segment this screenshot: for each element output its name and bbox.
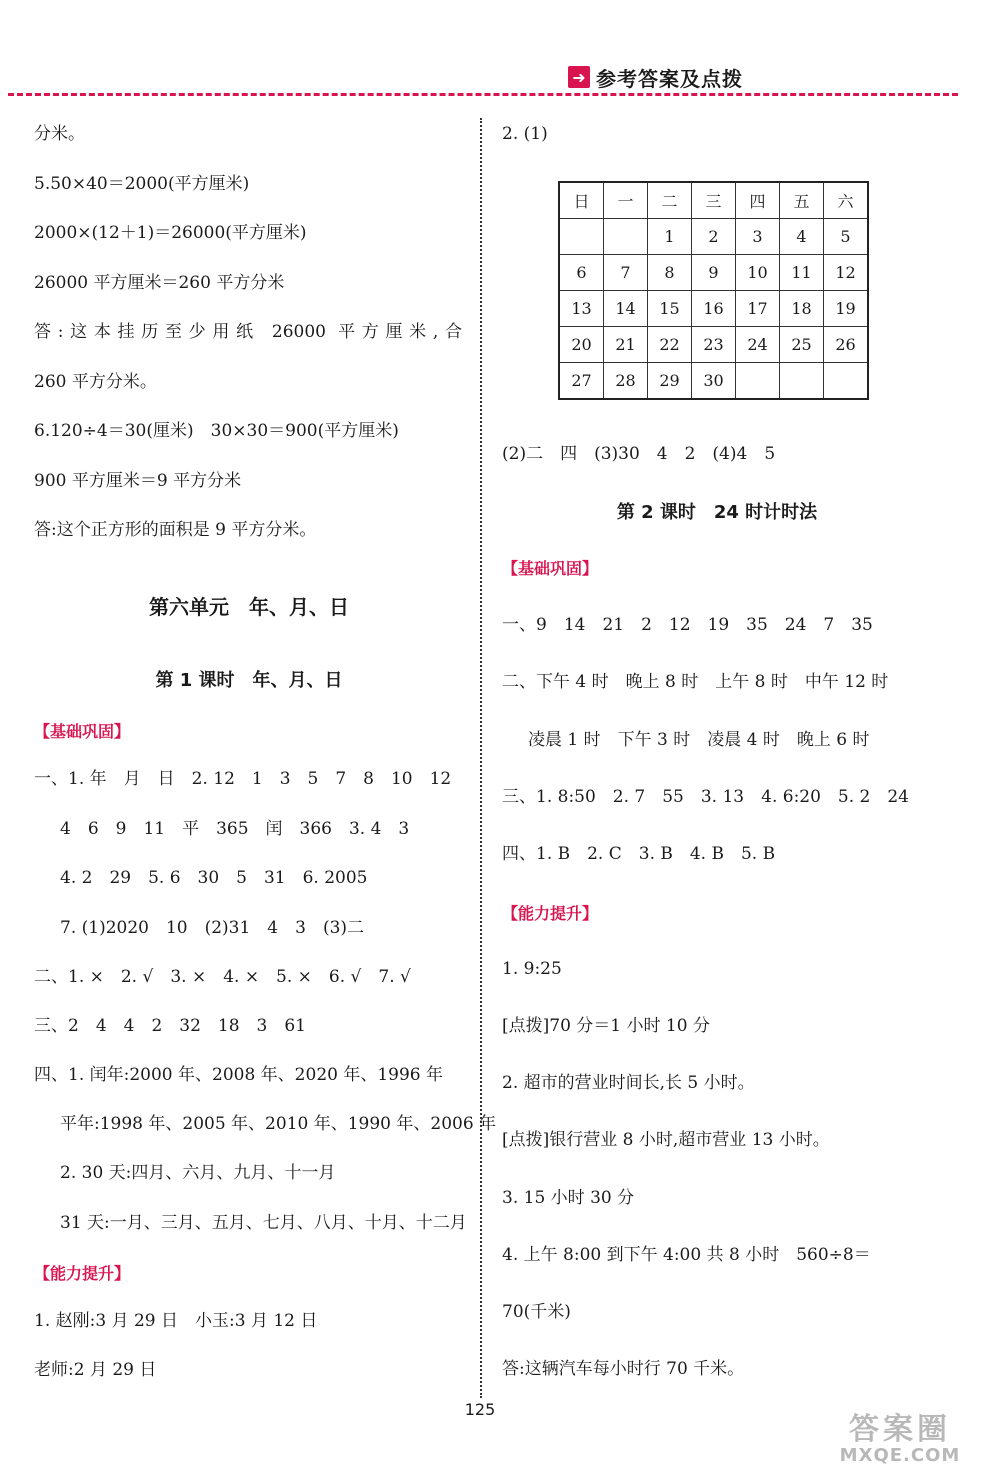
calendar-day [559,219,604,255]
calendar-week-row [559,327,868,363]
text-line: 5.50×40＝2000(平方厘米) [34,174,250,194]
calendar-weekday: 一 [604,182,648,219]
text-line: 3. 15 小时 30 分 [502,1188,635,1208]
text-line: 4 6 9 11 平 365 闰 366 3. 4 3 [60,819,410,839]
calendar-weekday: 三 [692,182,736,219]
watermark-logo [810,1410,990,1470]
calendar-weekday: 二 [648,182,692,219]
calendar-day: 16 [692,291,736,327]
text-line: [点拨]银行营业 8 小时,超市营业 13 小时。 [502,1130,830,1150]
header-dashed-rule [8,93,958,96]
calendar-header-row [559,182,868,219]
calendar-day: 15 [648,291,692,327]
calendar-day: 12 [824,255,869,291]
text-line: 1. 赵刚:3 月 29 日 小玉:3 月 12 日 [34,1311,318,1331]
text-line: 答:这辆汽车每小时行 70 千米。 [502,1359,745,1379]
text-line: 4. 2 29 5. 6 30 5 31 6. 2005 [60,868,368,888]
text-line: 31 天:一月、三月、五月、七月、八月、十月、十二月 [60,1213,467,1233]
text-line: 二、1. × 2. √ 3. × 4. × 5. × 6. √ 7. √ [34,967,411,987]
calendar-day [736,363,780,400]
calendar-week-row [559,363,868,400]
calendar-day [824,363,869,400]
text-line: 三、2 4 4 2 32 18 3 61 [34,1016,306,1036]
text-line: 老师:2 月 29 日 [34,1360,157,1380]
calendar-day: 18 [780,291,824,327]
text-line: 2. (1) [502,124,548,144]
section-tag: 【基础巩固】 [34,722,131,741]
calendar-day: 20 [559,327,604,363]
text-line: 一、1. 年 月 日 2. 12 1 3 5 7 8 10 12 [34,769,452,789]
calendar-day: 25 [780,327,824,363]
text-line: 26000 平方厘米＝260 平方分米 [34,273,285,293]
calendar-day: 21 [604,327,648,363]
column-divider [480,118,482,1398]
calendar-day: 8 [648,255,692,291]
calendar-day: 2 [692,219,736,255]
calendar-day: 14 [604,291,648,327]
text-line: 70(千米) [502,1302,571,1322]
calendar-day: 6 [559,255,604,291]
text-line: 凌晨 1 时 下午 3 时 凌晨 4 时 晚上 6 时 [528,730,870,750]
calendar-day: 23 [692,327,736,363]
calendar-day: 3 [736,219,780,255]
watermark-url: MXQE.COM [839,1445,961,1466]
header-title: 参考答案及点拨 [596,66,743,91]
calendar-day: 13 [559,291,604,327]
calendar-day: 1 [648,219,692,255]
section-tag: 【能力提升】 [502,904,599,923]
text-line: 2000×(12＋1)＝26000(平方厘米) [34,223,307,243]
calendar-day: 11 [780,255,824,291]
calendar-day: 4 [780,219,824,255]
text-line: 2. 30 天:四月、六月、九月、十一月 [60,1163,336,1183]
text-line: 一、9 14 21 2 12 19 35 24 7 35 [502,615,873,635]
calendar-week-row [559,291,868,327]
calendar-day: 5 [824,219,869,255]
lesson-title: 第 1 课时 年、月、日 [155,670,343,691]
calendar-day: 26 [824,327,869,363]
section-tag: 【能力提升】 [34,1264,131,1283]
calendar-day: 9 [692,255,736,291]
text-line: 2. 超市的营业时间长,长 5 小时。 [502,1073,755,1093]
text-line: 1. 9:25 [502,959,562,979]
watermark-text: 答案圈 [849,1412,951,1447]
calendar-weekday: 五 [780,182,824,219]
calendar-weekday: 六 [824,182,869,219]
text-line: (2)二 四 (3)30 4 2 (4)4 5 [502,444,776,464]
text-line: [点拨]70 分＝1 小时 10 分 [502,1016,710,1036]
calendar-day: 30 [692,363,736,400]
page-header [568,62,743,92]
unit-title: 第六单元 年、月、日 [149,595,349,619]
calendar-day: 19 [824,291,869,327]
lesson-title: 第 2 课时 24 时计时法 [616,502,818,523]
text-line: 4. 上午 8:00 到下午 4:00 共 8 小时 560÷8＝ [502,1245,871,1265]
text-line: 分米。 [34,124,85,144]
page-number: 125 [464,1400,496,1419]
calendar-week-row [559,255,868,291]
calendar-day: 10 [736,255,780,291]
calendar-table [558,181,869,400]
text-line: 三、1. 8:50 2. 7 55 3. 13 4. 6:20 5. 2 24 [502,787,909,807]
calendar-day: 29 [648,363,692,400]
calendar-day: 7 [604,255,648,291]
text-line: 7. (1)2020 10 (2)31 4 3 (3)二 [60,918,365,938]
text-line: 四、1. 闰年:2000 年、2008 年、2020 年、1996 年 [34,1065,444,1085]
text-line: 260 平方分米。 [34,372,157,392]
calendar-day: 28 [604,363,648,400]
text-line: 6.120÷4＝30(厘米) 30×30＝900(平方厘米) [34,421,399,441]
calendar-day: 22 [648,327,692,363]
text-line: 900 平方厘米＝9 平方分米 [34,471,242,491]
calendar-day [780,363,824,400]
calendar-weekday: 四 [736,182,780,219]
calendar-day: 17 [736,291,780,327]
calendar-day: 27 [559,363,604,400]
section-tag: 【基础巩固】 [502,559,599,578]
text-line: 答:这本挂历至少用纸 26000 平方厘米,合 [34,322,462,342]
calendar-weekday: 日 [559,182,604,219]
text-line: 四、1. B 2. C 3. B 4. B 5. B [502,844,776,864]
calendar-week-row [559,219,868,255]
text-line: 平年:1998 年、2005 年、2010 年、1990 年、2006 年 [60,1114,497,1134]
text-line: 答:这个正方形的面积是 9 平方分米。 [34,520,317,540]
calendar-day [604,219,648,255]
calendar-day: 24 [736,327,780,363]
right-arrow-icon: ➜ [568,66,590,88]
text-line: 二、下午 4 时 晚上 8 时 上午 8 时 中午 12 时 [502,672,889,692]
